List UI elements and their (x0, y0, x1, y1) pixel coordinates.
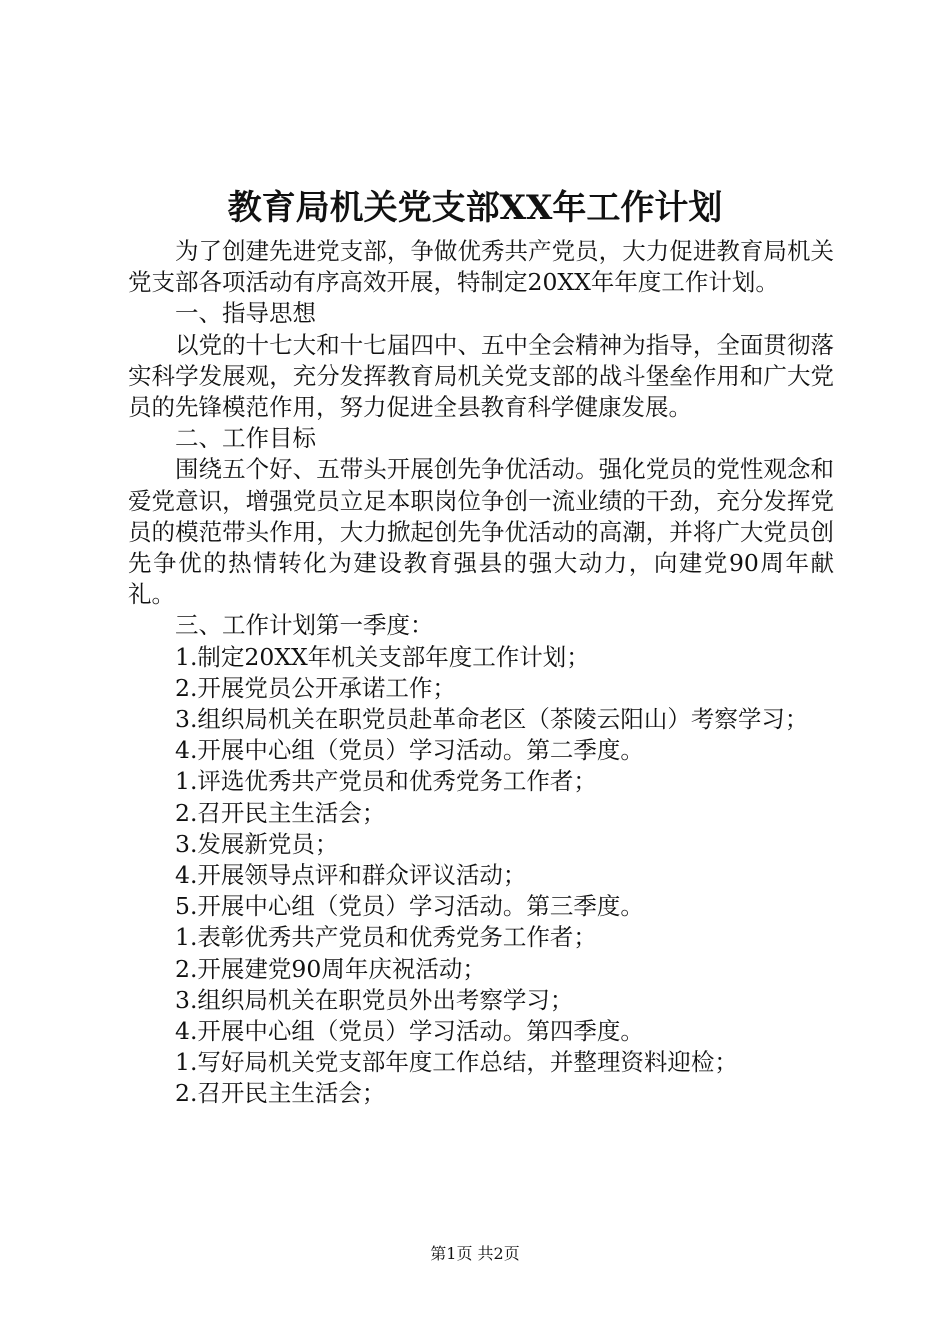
document-title: 教育局机关党支部XX年工作计划 (227, 188, 723, 228)
list-item: 4.开展领导点评和群众评议活动； (175, 861, 527, 890)
section-heading-work-goals: 二、工作目标 (175, 424, 316, 453)
list-item: 3.发展新党员； (175, 829, 339, 858)
list-item: 2.开展党员公开承诺工作； (175, 673, 456, 702)
work-goals-paragraph: 围绕五个好、五带头开展创先争优活动。强化党员的党性观念和爱党意识，增强党员立足本职岗位争创一流业绩的干劲，充分发挥党员的模范带头作用，大力掀起创先争优活动的高潮，并将广大党员创先争优的热情转化为建设教育强县的强大动力，向建党90周年献礼。 (128, 455, 834, 609)
list-item: 4.开展中心组（党员）学习活动。第四季度。 (175, 1017, 644, 1046)
list-item: 1.评选优秀共产党员和优秀党务工作者； (175, 767, 597, 796)
list-item: 2.召开民主生活会； (175, 1079, 386, 1108)
list-item: 3.组织局机关在职党员外出考察学习； (175, 985, 574, 1014)
list-item: 1.制定20XX年机关支部年度工作计划； (175, 642, 590, 671)
list-item: 1.表彰优秀共产党员和优秀党务工作者； (175, 923, 597, 952)
page-number-footer: 第1页 共2页 (430, 1244, 520, 1263)
section-heading-guiding-ideology: 一、指导思想 (175, 299, 316, 328)
section-heading-work-plan: 三、工作计划第一季度： (175, 611, 434, 640)
intro-paragraph: 为了创建先进党支部，争做优秀共产党员，大力促进教育局机关党支部各项活动有序高效开展，特制定20XX年年度工作计划。 (128, 237, 834, 297)
list-item: 4.开展中心组（党员）学习活动。第二季度。 (175, 736, 644, 765)
guiding-ideology-paragraph: 以党的十七大和十七届四中、五中全会精神为指导，全面贯彻落实科学发展观，充分发挥教育局机关党支部的战斗堡垒作用和广大党员的先锋模范作用，努力促进全县教育科学健康发展。 (128, 330, 834, 422)
list-item: 1.写好局机关党支部年度工作总结，并整理资料迎检； (175, 1048, 738, 1077)
list-item: 2.开展建党90周年庆祝活动； (175, 954, 486, 983)
list-item: 2.召开民主生活会； (175, 798, 386, 827)
list-item: 5.开展中心组（党员）学习活动。第三季度。 (175, 892, 644, 921)
document-body (128, 236, 834, 1110)
list-item: 3.组织局机关在职党员赴革命老区（茶陵云阳山）考察学习； (175, 705, 809, 734)
